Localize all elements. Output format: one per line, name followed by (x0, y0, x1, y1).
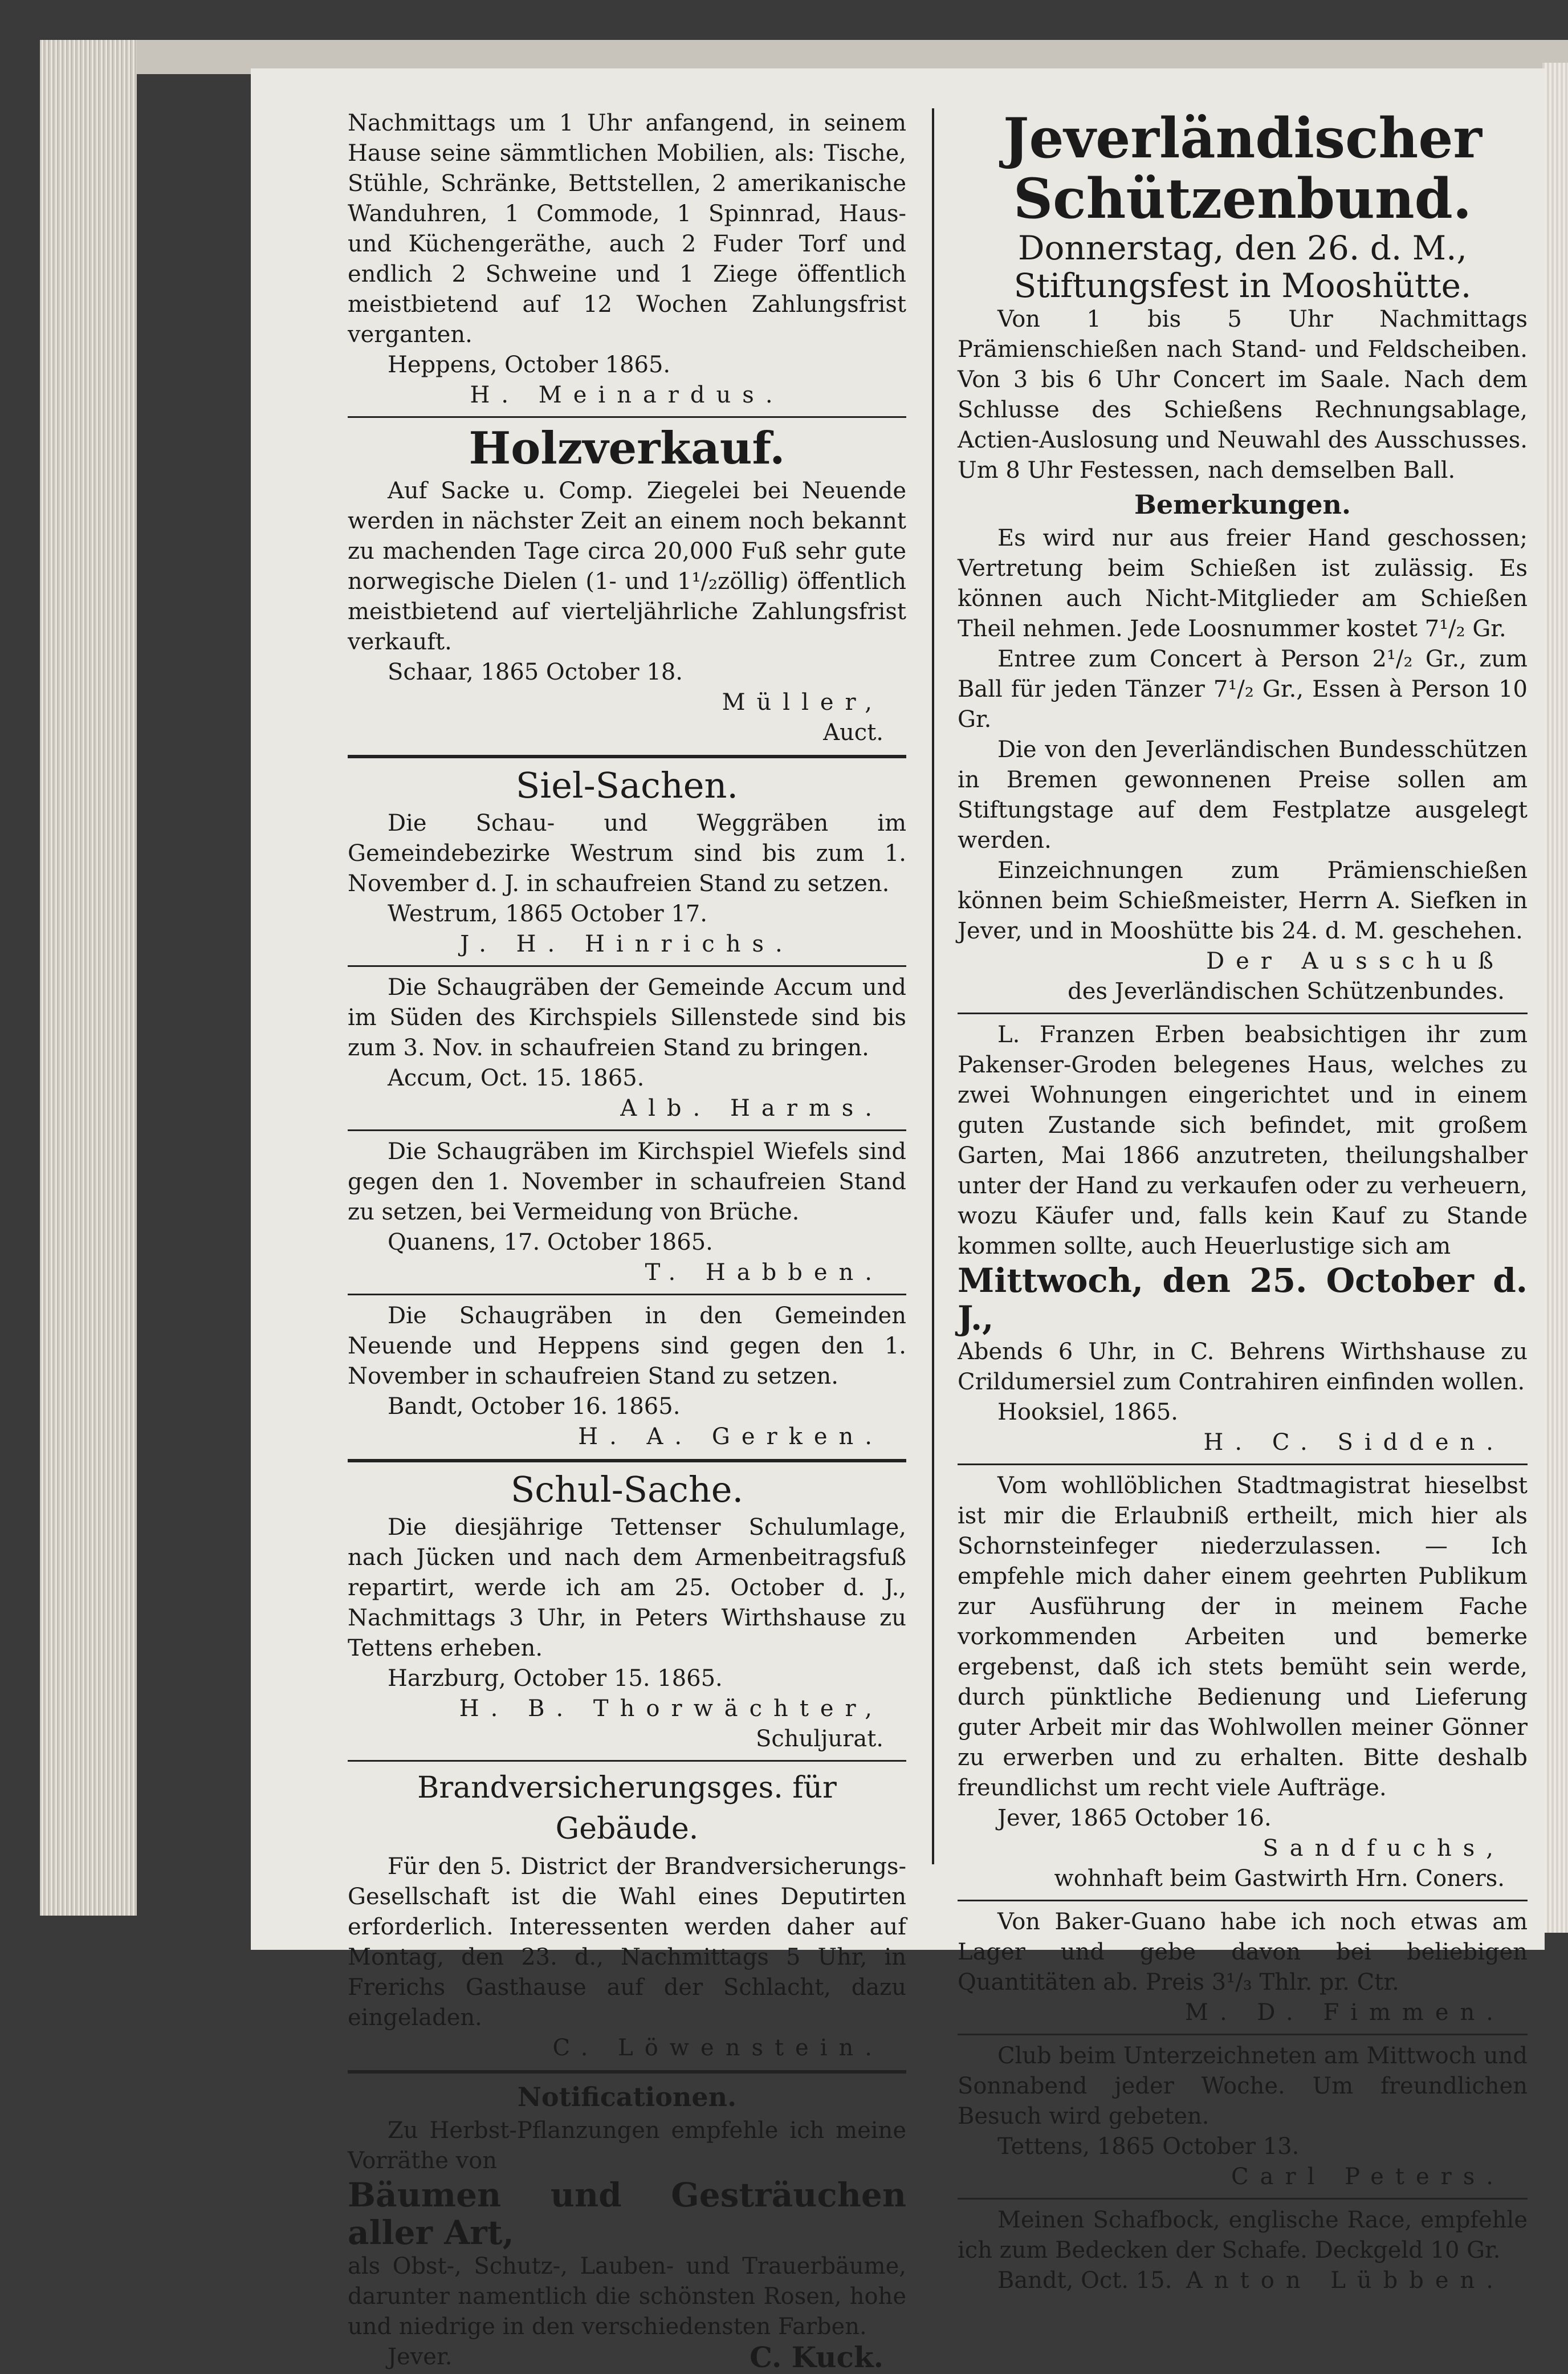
separator (958, 2034, 1528, 2035)
brand-heading: Brandversicherungsges. für Gebäude. (417, 1771, 837, 1846)
schornstein-text: Vom wohllöblichen Stadtmagistrat hieselbst ist mir die Erlaubniß ertheilt, mich hier als Schornsteinfeger niederzulassen. — Ich empfehle mich daher einem geehrten Publikum zur Ausführung der in meinem Fache vorkommenden Arbeiten und bemerke ergebenst, daß ich stets bemüht sein werde, durch pünktliche Bedienung und Lieferung guter Arbeit mir das Wohlwollen meiner Gönner zu erwerben und zu erhalten. Bitte deshalb freundlichst um recht viele Aufträge. (958, 1473, 1528, 1801)
ausschuss-org: des Jeverländischen Schützenbundes. (1068, 978, 1505, 1005)
franzen-date: Mittwoch, den 25. October d. J., (958, 1261, 1528, 1338)
siel-notice-1: Die Schau- und Weggräben im Gemeindebezirke Westrum sind bis zum 1. November d. J. in schaufreien Stand zu setzen. (348, 810, 906, 897)
franzen-text-2: Abends 6 Uhr, in C. Behrens Wirthshause zu Crildumersiel zum Contrahiren einfinden wollen. (958, 1339, 1528, 1395)
siel-notice-3: Die Schaugräben im Kirchspiel Wiefels sind gegen den 1. November in schaufreien Stand zu setzen, bei Vermeidung von Brüche. (348, 1139, 906, 1225)
notif-text-1: Zu Herbst-Pflanzungen empfehle ich meine Vorräthe von (348, 2117, 906, 2174)
separator (348, 1294, 906, 1295)
franzen-signature: H. C. Sidden. (1203, 1429, 1505, 1456)
bemerkung-4: Einzeichnungen zum Prämienschießen können beim Schießmeister, Herrn A. Siefken in Jever, und in Mooshütte bis 24. d. M. geschehen. (958, 857, 1528, 944)
notif-signature: C. Kuck. (750, 2340, 883, 2374)
newspaper-page (251, 68, 1545, 2374)
siel-heading: Siel-Sachen. (515, 765, 739, 806)
siel-notice-4: Die Schaugräben in den Gemeinden Neuende und Heppens sind gegen den 1. November in schaufreien Stand zu setzen. (348, 1303, 906, 1389)
bemerkungen-heading: Bemerkungen. (1134, 489, 1351, 520)
holzverkauf-signature: Müller, (722, 689, 883, 716)
separator (958, 1464, 1528, 1465)
siel-place-4: Bandt, October 16. 1865. (388, 1393, 681, 1420)
book-page-stack (40, 40, 137, 1916)
club-text: Club beim Unterzeichneten am Mittwoch und Sonnabend jeder Woche. Um freundlichen Besuch wird gebeten. (958, 2043, 1528, 2129)
schul-text: Die diesjährige Tettenser Schulumlage, nach Jücken und nach dem Armenbeitragsfuß repartirt, werde ich am 25. October d. J., Nachmittags 3 Uhr, in Peters Wirthshause zu Tettens erheben. (348, 1514, 906, 1661)
brand-text: Für den 5. District der Brandversicherungs-Gesellschaft ist die Wahl eines Deputirten erforderlich. Interessenten werden daher auf Montag, den 23. d., Nachmittags 5 Uhr, in Frerichs Gasthause auf der Schlacht, dazu eingeladen. (348, 1853, 906, 2031)
holzverkauf-text: Auf Sacke u. Comp. Ziegelei bei Neuende werden in nächster Zeit an einem noch bekannt zu machenden Tage circa 20,000 Fuß sehr gute norwegische Dielen (1- und 1¹/₂zöllig) öffentlich meistbietend auf vierteljährliche Zahlungsfrist verkauft. (348, 478, 906, 655)
notif-footer (348, 2342, 906, 2372)
separator (958, 1013, 1528, 1014)
right-column (958, 108, 1528, 2296)
guano-text: Von Baker-Guano habe ich noch etwas am Lager und gebe davon bei beliebigen Quantitäten ab. Preis 3¹/₃ Thlr. pr. Ctr. (958, 1909, 1528, 1995)
franzen-place: Hooksiel, 1865. (997, 1399, 1179, 1425)
separator (348, 1129, 906, 1131)
separator (348, 416, 906, 418)
bemerkung-2: Entree zum Concert à Person 2¹/₂ Gr., zum Ball für jeden Tänzer 7¹/₂ Gr., Essen à Person 10 Gr. (958, 646, 1528, 733)
auction-text: Nachmittags um 1 Uhr anfangend, in seinem Hause seine sämmtlichen Mobilien, als: Tische, Stühle, Schränke, Bettstellen, 2 amerikanische Wanduhren, 1 Commode, 1 Spinnrad, Haus- und Küchengeräthe, auch 2 Fuder Torf und endlich 2 Schweine und 1 Ziege öffentlich meistbietend auf 12 Wochen Zahlungsfrist verganten. (348, 110, 906, 348)
notif-heading: Notificationen. (517, 2082, 737, 2112)
auction-place: Heppens, October 1865. (388, 352, 671, 378)
separator (348, 2070, 906, 2074)
schuetzenbund-text: Von 1 bis 5 Uhr Nachmittags Prämienschießen nach Stand- und Feldscheiben. Von 3 bis 6 Uhr Concert im Saale. Nach dem Schlusse des Schießens Rechnungsablage, Actien-Auslosung und Neuwahl des Ausschusses. Um 8 Uhr Festessen, nach demselben Ball. (958, 306, 1528, 483)
holzverkauf-heading: Holzverkauf. (469, 422, 785, 474)
siel-signature-3: T. Habben. (645, 1259, 883, 1286)
separator (958, 1900, 1528, 1901)
book-right-edge (1542, 63, 1568, 1933)
separator (958, 2198, 1528, 2200)
franzen-text: L. Franzen Erben beabsichtigen ihr zum Pakenser-Groden belegenes Haus, welches zu zwei Wohnungen eingerichtet und in einem guten Zustande sich befindet, mit großem Garten, Mai 1866 anzutreten, theilungshalber unter der Hand zu verkaufen oder zu verheuern, wozu Käufer und, falls kein Kauf zu Stande kommen sollte, auch Heuerlustige sich am (958, 1022, 1528, 1259)
siel-signature-4: H. A. Gerken. (578, 1424, 883, 1450)
bemerkung-1: Es wird nur aus freier Hand geschossen; Vertretung beim Schießen ist zulässig. Es können auch Nicht-Mitglieder am Schießen Theil nehmen. Jede Loosnummer kostet 7¹/₂ Gr. (958, 525, 1528, 642)
schafbock-signature: Anton Lübben. (1186, 2267, 1505, 2294)
siel-notice-2: Die Schaugräben der Gemeinde Accum und im Süden des Kirchspiels Sillenstede sind bis zum 3. Nov. in schaufreien Stand zu bringen. (348, 974, 906, 1061)
separator (348, 965, 906, 967)
siel-signature-1: J. H. Hinrichs. (460, 931, 794, 957)
siel-place-2: Accum, Oct. 15. 1865. (388, 1065, 645, 1091)
left-column (348, 108, 906, 2372)
schuetzenbund-subtitle: Donnerstag, den 26. d. M., Stiftungsfest in Mooshütte. (1013, 229, 1472, 305)
siel-place-3: Quanens, 17. October 1865. (388, 1229, 713, 1255)
schafbock-place: Bandt, Oct. 15. (997, 2267, 1172, 2294)
club-signature: Carl Peters. (1231, 2164, 1505, 2190)
schul-place: Harzburg, October 15. 1865. (388, 1665, 723, 1692)
schornstein-signature: Sandfuchs, (1262, 1835, 1505, 1861)
bemerkung-3: Die von den Jeverländischen Bundesschützen in Bremen gewonnenen Preise sollen am Stiftungstage auf dem Festplatze ausgelegt werden. (958, 737, 1528, 853)
club-place: Tettens, 1865 October 13. (997, 2133, 1300, 2160)
notif-highlight: Bäumen und Gesträuchen aller Art, (348, 2176, 906, 2252)
separator (348, 1760, 906, 1762)
schornstein-place: Jever, 1865 October 16. (997, 1805, 1272, 1831)
column-divider (932, 108, 934, 1864)
schafbock-footer (958, 2266, 1528, 2296)
schul-signature: H. B. Thorwächter, (459, 1696, 883, 1722)
auction-signature: H. Meinardus. (470, 382, 784, 408)
schuetzenbund-heading: Jeverländischer Schützenbund. (1003, 106, 1482, 231)
separator (348, 1459, 906, 1462)
separator (348, 755, 906, 758)
brand-signature: C. Löwenstein. (552, 2035, 883, 2061)
holzverkauf-place: Schaar, 1865 October 18. (388, 659, 683, 685)
holzverkauf-role: Auct. (823, 719, 883, 746)
notif-text-2: als Obst-, Schutz-, Lauben- und Trauerbäume, darunter namentlich die schönsten Rosen, hohe und niedrige in den verschiedensten Farben. (348, 2253, 906, 2340)
ausschuss-signature: Der Ausschuß (1206, 948, 1505, 974)
schornstein-address: wohnhaft beim Gastwirth Hrn. Coners. (1054, 1865, 1505, 1892)
siel-signature-2: Alb. Harms. (620, 1095, 883, 1121)
notif-place: Jever. (388, 2344, 453, 2370)
guano-signature: M. D. Fimmen. (1184, 1999, 1505, 2026)
schul-role: Schuljurat. (755, 1726, 883, 1752)
siel-place-1: Westrum, 1865 October 17. (388, 901, 707, 927)
schafbock-text: Meinen Schafbock, englische Race, empfehle ich zum Bedecken der Schafe. Deckgeld 10 Gr. (958, 2207, 1528, 2263)
schul-heading: Schul-Sache. (510, 1469, 744, 1510)
